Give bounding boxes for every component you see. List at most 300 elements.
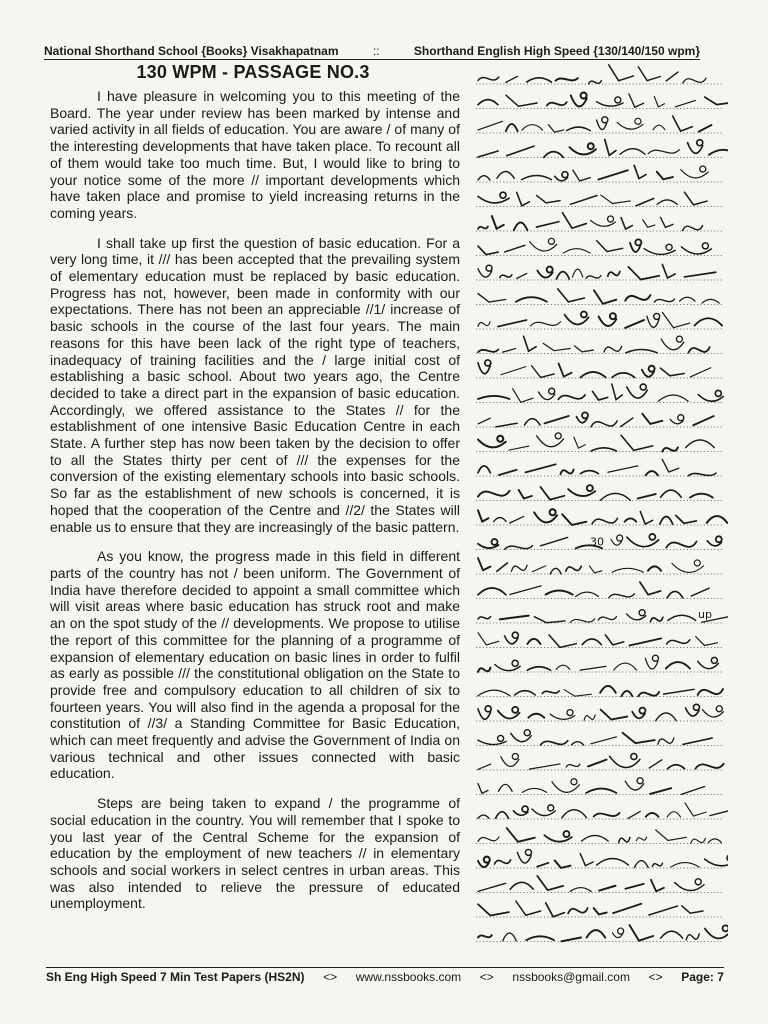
shorthand-stroke <box>650 617 663 621</box>
shorthand-stroke <box>528 714 544 718</box>
shorthand-stroke <box>517 192 530 205</box>
shorthand-stroke <box>660 516 673 524</box>
running-header <box>44 44 700 60</box>
shorthand-stroke <box>524 336 537 351</box>
shorthand-stroke <box>605 635 623 645</box>
shorthand-stroke <box>576 592 599 596</box>
shorthand-stroke <box>556 272 569 279</box>
shorthand-stroke <box>478 265 492 277</box>
shorthand-stroke <box>531 322 561 326</box>
shorthand-stroke <box>614 663 637 670</box>
shorthand-stroke <box>640 582 661 595</box>
shorthand-stroke <box>625 884 643 889</box>
shorthand-stroke <box>656 713 677 721</box>
shorthand-stroke <box>661 931 683 938</box>
shorthand-stroke <box>686 934 699 940</box>
shorthand-stroke <box>612 384 623 400</box>
shorthand-stroke <box>537 863 548 867</box>
shorthand-stroke <box>532 805 555 816</box>
shorthand-stroke <box>568 485 595 496</box>
shorthand-stroke <box>507 146 534 156</box>
shorthand-stroke <box>597 117 608 130</box>
shorthand-stroke <box>670 415 684 424</box>
shorthand-stroke <box>662 264 675 278</box>
shorthand-stroke <box>597 858 629 865</box>
shorthand-stroke <box>601 710 628 720</box>
shorthand-stroke <box>709 150 728 155</box>
shorthand-stroke <box>646 471 658 475</box>
shorthand-stroke <box>649 906 677 915</box>
shorthand-stroke <box>478 349 498 352</box>
shorthand-stroke <box>478 246 498 255</box>
shorthand-stroke <box>478 294 506 302</box>
shorthand-stroke <box>690 368 710 377</box>
shorthand-stroke <box>644 244 675 254</box>
shorthand-column <box>472 62 728 962</box>
shorthand-stroke <box>566 566 581 571</box>
shorthand-stroke <box>527 667 550 670</box>
shorthand-stroke <box>580 471 598 474</box>
shorthand-stroke <box>609 65 634 81</box>
shorthand-stroke <box>478 857 490 867</box>
shorthand-stroke <box>529 764 560 769</box>
shorthand-stroke <box>566 764 580 767</box>
shorthand-stroke <box>658 395 688 401</box>
shorthand-stroke <box>492 216 504 229</box>
shorthand-stroke <box>546 903 565 917</box>
shorthand-stroke <box>638 692 659 696</box>
header-separator: :: <box>372 44 380 58</box>
shorthand-stroke <box>584 715 595 721</box>
shorthand-stroke <box>562 514 586 525</box>
shorthand-stroke <box>621 218 632 229</box>
shorthand-stroke <box>478 633 499 645</box>
shorthand-stroke <box>497 563 508 571</box>
shorthand-stroke <box>478 539 499 548</box>
shorthand-stroke <box>675 879 704 891</box>
shorthand-stroke <box>683 738 712 744</box>
shorthand-stroke <box>570 196 597 205</box>
passage-text <box>50 88 460 912</box>
shorthand-stroke <box>570 619 594 623</box>
shorthand-stroke <box>600 686 616 693</box>
shorthand-stroke <box>478 668 491 672</box>
shorthand-stroke <box>505 546 533 549</box>
shorthand-stroke <box>549 125 564 132</box>
shorthand-stroke <box>522 788 546 792</box>
shorthand-stroke <box>654 299 674 302</box>
shorthand-stroke <box>642 366 655 377</box>
shorthand-stroke <box>513 806 528 815</box>
shorthand-stroke <box>634 861 648 868</box>
shorthand-stroke <box>478 904 509 915</box>
shorthand-stroke <box>576 412 588 422</box>
shorthand-stroke <box>568 908 588 913</box>
shorthand-stroke <box>597 97 623 106</box>
shorthand-stroke <box>516 901 541 915</box>
shorthand-stroke <box>498 320 526 327</box>
shorthand-stroke <box>498 707 520 719</box>
shorthand-stroke <box>625 778 643 790</box>
shorthand-stroke <box>495 660 520 670</box>
shorthand-stroke <box>572 742 584 745</box>
shorthand-stroke <box>478 151 498 157</box>
shorthand-stroke <box>575 346 594 352</box>
shorthand-stroke <box>478 617 491 620</box>
shorthand-stroke <box>600 493 630 500</box>
shorthand-stroke <box>682 225 702 230</box>
shorthand-stroke <box>478 77 499 80</box>
shorthand-stroke <box>506 95 537 106</box>
shorthand-stroke <box>509 446 529 450</box>
shorthand-stroke <box>625 518 637 521</box>
shorthand-stroke <box>574 437 586 448</box>
shorthand-stroke <box>626 349 657 352</box>
shorthand-stroke <box>627 610 646 620</box>
shorthand-stroke <box>636 198 654 205</box>
shorthand-stroke <box>478 226 488 228</box>
shorthand-stroke <box>478 121 503 130</box>
shorthand-stroke <box>570 888 591 892</box>
footer-separator: <> <box>648 970 663 984</box>
shorthand-stroke <box>594 290 616 304</box>
shorthand-stroke <box>550 568 561 574</box>
shorthand-stroke <box>621 435 653 450</box>
shorthand-stroke <box>478 837 499 842</box>
shorthand-stroke <box>511 730 532 742</box>
shorthand-stroke <box>527 78 551 82</box>
shorthand-stroke <box>559 363 572 376</box>
shorthand-stroke <box>642 414 662 424</box>
shorthand-stroke <box>621 418 633 427</box>
shorthand-stroke <box>495 860 511 864</box>
shorthand-stroke <box>699 125 712 132</box>
shorthand-stroke <box>638 494 656 498</box>
shorthand-stroke <box>648 150 679 154</box>
shorthand-stroke <box>478 935 492 938</box>
shorthand-stroke <box>581 372 606 378</box>
shorthand-stroke <box>608 271 620 276</box>
shorthand-stroke <box>645 655 658 669</box>
shorthand-stroke <box>478 436 506 448</box>
shorthand-stroke <box>601 195 631 203</box>
shorthand-stroke <box>673 116 693 131</box>
shorthand-stroke <box>573 170 591 181</box>
shorthand-stroke <box>522 176 552 180</box>
shorthand-stroke <box>648 566 661 570</box>
shorthand-stroke <box>506 124 518 131</box>
shorthand-stroke <box>571 93 587 107</box>
shorthand-stroke <box>625 320 644 328</box>
shorthand-stroke <box>511 565 527 571</box>
shorthand-inline-text: 30 <box>590 535 604 549</box>
shorthand-stroke <box>592 391 607 400</box>
shorthand-stroke <box>612 928 623 938</box>
shorthand-stroke <box>534 617 564 623</box>
shorthand-stroke <box>628 267 659 280</box>
paragraph: I have pleasure in welcoming you to this meeting of the Board. The year under review has been marked by intense and varied activity in all fields of education. You are aware / of many of the interesting developments that have taken place. To recount all of them would take too much time. But, I would like to bring to your notice some of the more // important developments which have taken place and promise to yield increasing returns in the coming years. <box>50 88 460 221</box>
shorthand-stroke <box>544 152 564 158</box>
shorthand-stroke <box>545 416 569 423</box>
shorthand-stroke <box>671 863 699 867</box>
shorthand-stroke <box>654 96 664 106</box>
shorthand-stroke <box>563 249 590 253</box>
shorthand-stroke <box>517 273 527 278</box>
shorthand-stroke <box>562 213 586 228</box>
shorthand-stroke <box>625 295 650 301</box>
shorthand-stroke <box>696 637 718 646</box>
footer-page-label: Page: <box>681 970 714 984</box>
shorthand-stroke <box>598 170 628 179</box>
shorthand-stroke <box>567 127 591 131</box>
shorthand-stroke <box>619 837 630 842</box>
shorthand-stroke <box>560 470 573 475</box>
shorthand-stroke <box>650 788 671 794</box>
handwritten-shorthand-outlines-icon <box>472 62 728 962</box>
shorthand-stroke <box>494 518 506 522</box>
shorthand-stroke <box>668 765 685 769</box>
page-footer <box>46 967 724 984</box>
shorthand-stroke <box>630 239 641 252</box>
shorthand-stroke <box>702 299 719 303</box>
shorthand-stroke <box>514 222 528 230</box>
shorthand-stroke <box>525 464 555 472</box>
shorthand-stroke <box>537 876 563 890</box>
shorthand-stroke <box>569 143 596 154</box>
shorthand-stroke <box>503 933 516 941</box>
shorthand-stroke <box>478 176 490 180</box>
shorthand-stroke <box>667 591 683 597</box>
shorthand-stroke <box>497 172 514 179</box>
shorthand-stroke <box>510 882 533 889</box>
shorthand-stroke <box>582 639 601 645</box>
shorthand-stroke <box>691 838 706 843</box>
shorthand-stroke <box>534 509 557 522</box>
shorthand-stroke <box>690 494 713 498</box>
shorthand-stroke <box>580 666 606 670</box>
shorthand-stroke <box>552 779 579 793</box>
shorthand-stroke <box>594 908 607 914</box>
shorthand-stroke <box>662 447 678 451</box>
shorthand-stroke <box>478 706 491 719</box>
shorthand-stroke <box>478 588 506 595</box>
shorthand-stroke <box>499 784 513 791</box>
shorthand-stroke <box>627 384 647 398</box>
shorthand-stroke <box>581 835 608 841</box>
shorthand-stroke <box>702 706 723 717</box>
shorthand-stroke <box>556 78 578 81</box>
shorthand-stroke <box>666 542 696 548</box>
shorthand-stroke <box>572 269 582 277</box>
header-left: National Shorthand School {Books} Visakhapatnam <box>44 44 339 58</box>
shorthand-stroke <box>698 390 723 401</box>
shorthand-stroke <box>565 311 589 324</box>
shorthand-stroke <box>589 566 601 573</box>
shorthand-stroke <box>543 343 570 350</box>
shorthand-stroke <box>667 812 680 817</box>
shorthand-stroke <box>623 733 655 743</box>
shorthand-stroke <box>638 67 660 81</box>
shorthand-stroke <box>515 691 536 695</box>
shorthand-stroke <box>668 615 696 620</box>
shorthand-stroke <box>478 510 488 521</box>
shorthand-stroke <box>539 388 555 399</box>
shorthand-stroke <box>610 754 640 768</box>
shorthand-stroke <box>647 313 660 327</box>
shorthand-stroke <box>664 689 695 694</box>
shorthand-inline-text: up <box>698 608 712 621</box>
shorthand-stroke <box>547 102 567 105</box>
shorthand-stroke <box>705 97 728 105</box>
page-title: 130 WPM - PASSAGE NO.3 <box>136 62 370 82</box>
shorthand-stroke <box>478 192 509 203</box>
shorthand-stroke <box>478 784 488 794</box>
shorthand-stroke <box>710 810 728 815</box>
paragraph: I shall take up first the question of basic education. For a very long time, it /// has been accepted that the prevailing system of elementary education must be replaced by basic education. Progress has not, however, been made in conformity with our expectations. There has not been an appreciable //1/ increase of basic schools in the course of the last four years. The main reasons for this have been lack of the right type of teachers, inadequacy of training facilities and the / large initial cost of establishing a basic school. About two years ago, the Centre decided to take a direct part in the expansion of basic education. Accordingly, we offered assistance to the States // for the establishment of one intensive Basic Education Centre in each State. A further step has now been taken by the decision to offer to all the States thirty per cent of /// the expenses for the conversion of the existing elementary schools into basic schools. So far as the establishment of new schools is concerned, it is hoped that the cooperation of the Centre and //2/ the States will enable us to ensure that they are increasingly of the basic pattern. <box>50 234 460 535</box>
footer-separator: <> <box>323 970 338 984</box>
shorthand-stroke <box>646 813 659 817</box>
shorthand-stroke <box>680 297 695 301</box>
footer-email: nssbooks@gmail.com <box>512 970 630 984</box>
shorthand-stroke <box>683 78 706 83</box>
shorthand-stroke <box>604 346 622 352</box>
shorthand-stroke <box>540 741 567 745</box>
shorthand-stroke <box>695 764 723 769</box>
shorthand-stroke <box>564 690 591 697</box>
shorthand-stroke <box>632 708 645 719</box>
shorthand-stroke <box>580 854 593 866</box>
shorthand-stroke <box>666 662 690 668</box>
shorthand-stroke <box>542 691 559 693</box>
shorthand-stroke <box>591 737 617 744</box>
header-right: Shorthand English High Speed {130/140/150 wpm} <box>413 44 700 58</box>
shorthand-stroke <box>662 459 679 472</box>
shorthand-stroke <box>599 313 617 326</box>
shorthand-stroke <box>541 537 568 545</box>
shorthand-stroke <box>708 839 721 843</box>
shorthand-stroke <box>478 735 506 744</box>
shorthand-stroke <box>478 466 490 473</box>
footer-website: www.nssbooks.com <box>355 970 462 984</box>
shorthand-stroke <box>627 534 659 547</box>
shorthand-stroke <box>657 200 677 205</box>
shorthand-stroke <box>707 516 728 523</box>
shorthand-stroke <box>478 360 491 374</box>
shorthand-stroke <box>537 195 560 202</box>
shorthand-stroke <box>628 811 640 818</box>
shorthand-stroke <box>612 568 643 572</box>
footer-page <box>681 970 724 984</box>
shorthand-stroke <box>637 837 647 840</box>
shorthand-stroke <box>556 665 570 669</box>
shorthand-stroke <box>688 140 703 154</box>
shorthand-stroke <box>500 616 529 620</box>
shorthand-stroke <box>532 366 555 378</box>
shorthand-stroke <box>561 937 581 941</box>
shorthand-stroke <box>694 318 722 325</box>
shorthand-stroke <box>594 813 620 817</box>
paragraph: Steps are being taken to expand / the programme of social education in the country. You will remember that I spoke to you last year of the Central Scheme for the expansion of education by the employment of new teachers // in elementary schools and social workers in select centres in urban areas. This was also intended to relieve the pressure of educated unemployment. <box>50 795 460 912</box>
shorthand-stroke <box>652 863 662 866</box>
shorthand-stroke <box>478 558 490 570</box>
shorthand-stroke <box>620 149 645 155</box>
shorthand-stroke <box>693 416 714 425</box>
shorthand-stroke <box>688 473 716 476</box>
shorthand-stroke <box>587 930 606 938</box>
shorthand-stroke <box>661 490 682 497</box>
shorthand-stroke <box>501 367 526 375</box>
shorthand-stroke <box>660 217 672 227</box>
shorthand-stroke <box>536 222 559 227</box>
shorthand-stroke <box>505 245 525 252</box>
shorthand-stroke <box>605 139 616 155</box>
shorthand-stroke <box>478 396 509 399</box>
shorthand-stroke <box>478 883 506 891</box>
shorthand-stroke <box>586 789 616 793</box>
shorthand-stroke <box>676 515 697 523</box>
paragraph: As you know, the progress made in this field in different parts of the country has not / been uniform. The Government of India have therefore decided to appoint a small committee which will visit areas where basic education has struck root and make an on the spot study of the // developments. We propose to utilise the report of this committee for the planning of a programme of expansion of elementary education on basic lines in order to fulfil as early as possible /// the constitutional obligation on the State to provide free and compulsory education to all children of six to fourteen years. You will also find in the agenda a proposal for the constitution of //3/ a Standing Committee for Basic Education, which can meet frequently and advise the Government of India on various technical and other issues connected with basic education. <box>50 548 460 782</box>
shorthand-stroke <box>672 560 704 573</box>
shorthand-stroke <box>505 632 519 644</box>
shorthand-stroke <box>666 72 678 81</box>
footer-page-number: 7 <box>717 970 724 984</box>
shorthand-stroke <box>660 368 684 376</box>
shorthand-stroke <box>507 828 535 842</box>
shorthand-stroke <box>558 289 585 302</box>
shorthand-stroke <box>517 849 531 863</box>
shorthand-stroke <box>662 312 689 327</box>
shorthand-stroke <box>555 172 568 181</box>
shorthand-stroke <box>609 594 635 598</box>
shorthand-stroke <box>555 860 571 868</box>
shorthand-stroke <box>681 166 708 178</box>
shorthand-stroke <box>705 925 728 938</box>
shorthand-stroke <box>684 192 707 205</box>
shorthand-stroke <box>681 243 711 254</box>
shorthand-stroke <box>608 466 638 472</box>
shorthand-stroke <box>478 322 490 326</box>
shorthand-stroke <box>612 373 634 377</box>
shorthand-stroke <box>613 904 641 913</box>
shorthand-stroke <box>598 617 616 620</box>
shorthand-stroke <box>651 880 664 891</box>
shorthand-stroke <box>496 423 517 427</box>
shorthand-stroke <box>519 490 532 499</box>
shorthand-stroke <box>667 640 690 644</box>
shorthand-stroke <box>653 125 665 130</box>
shorthand-stroke <box>496 812 509 819</box>
shorthand-stroke <box>681 787 704 795</box>
shorthand-stroke <box>562 810 587 818</box>
shorthand-stroke <box>658 738 674 744</box>
shorthand-stroke <box>549 635 576 647</box>
shorthand-stroke <box>501 753 519 766</box>
shorthand-stroke <box>499 470 517 475</box>
shorthand-stroke <box>599 886 615 891</box>
shorthand-stroke <box>546 591 573 595</box>
shorthand-stroke <box>649 760 662 768</box>
shorthand-stroke <box>661 336 684 350</box>
shorthand-stroke <box>698 657 719 668</box>
shorthand-stroke <box>591 421 617 427</box>
shorthand-stroke <box>478 491 510 497</box>
shorthand-stroke <box>685 803 706 816</box>
shorthand-stroke <box>478 764 491 769</box>
shorthand-stroke <box>656 830 687 841</box>
shorthand-stroke <box>611 535 623 545</box>
shorthand-stroke <box>686 704 700 716</box>
shorthand-stroke <box>629 638 661 645</box>
